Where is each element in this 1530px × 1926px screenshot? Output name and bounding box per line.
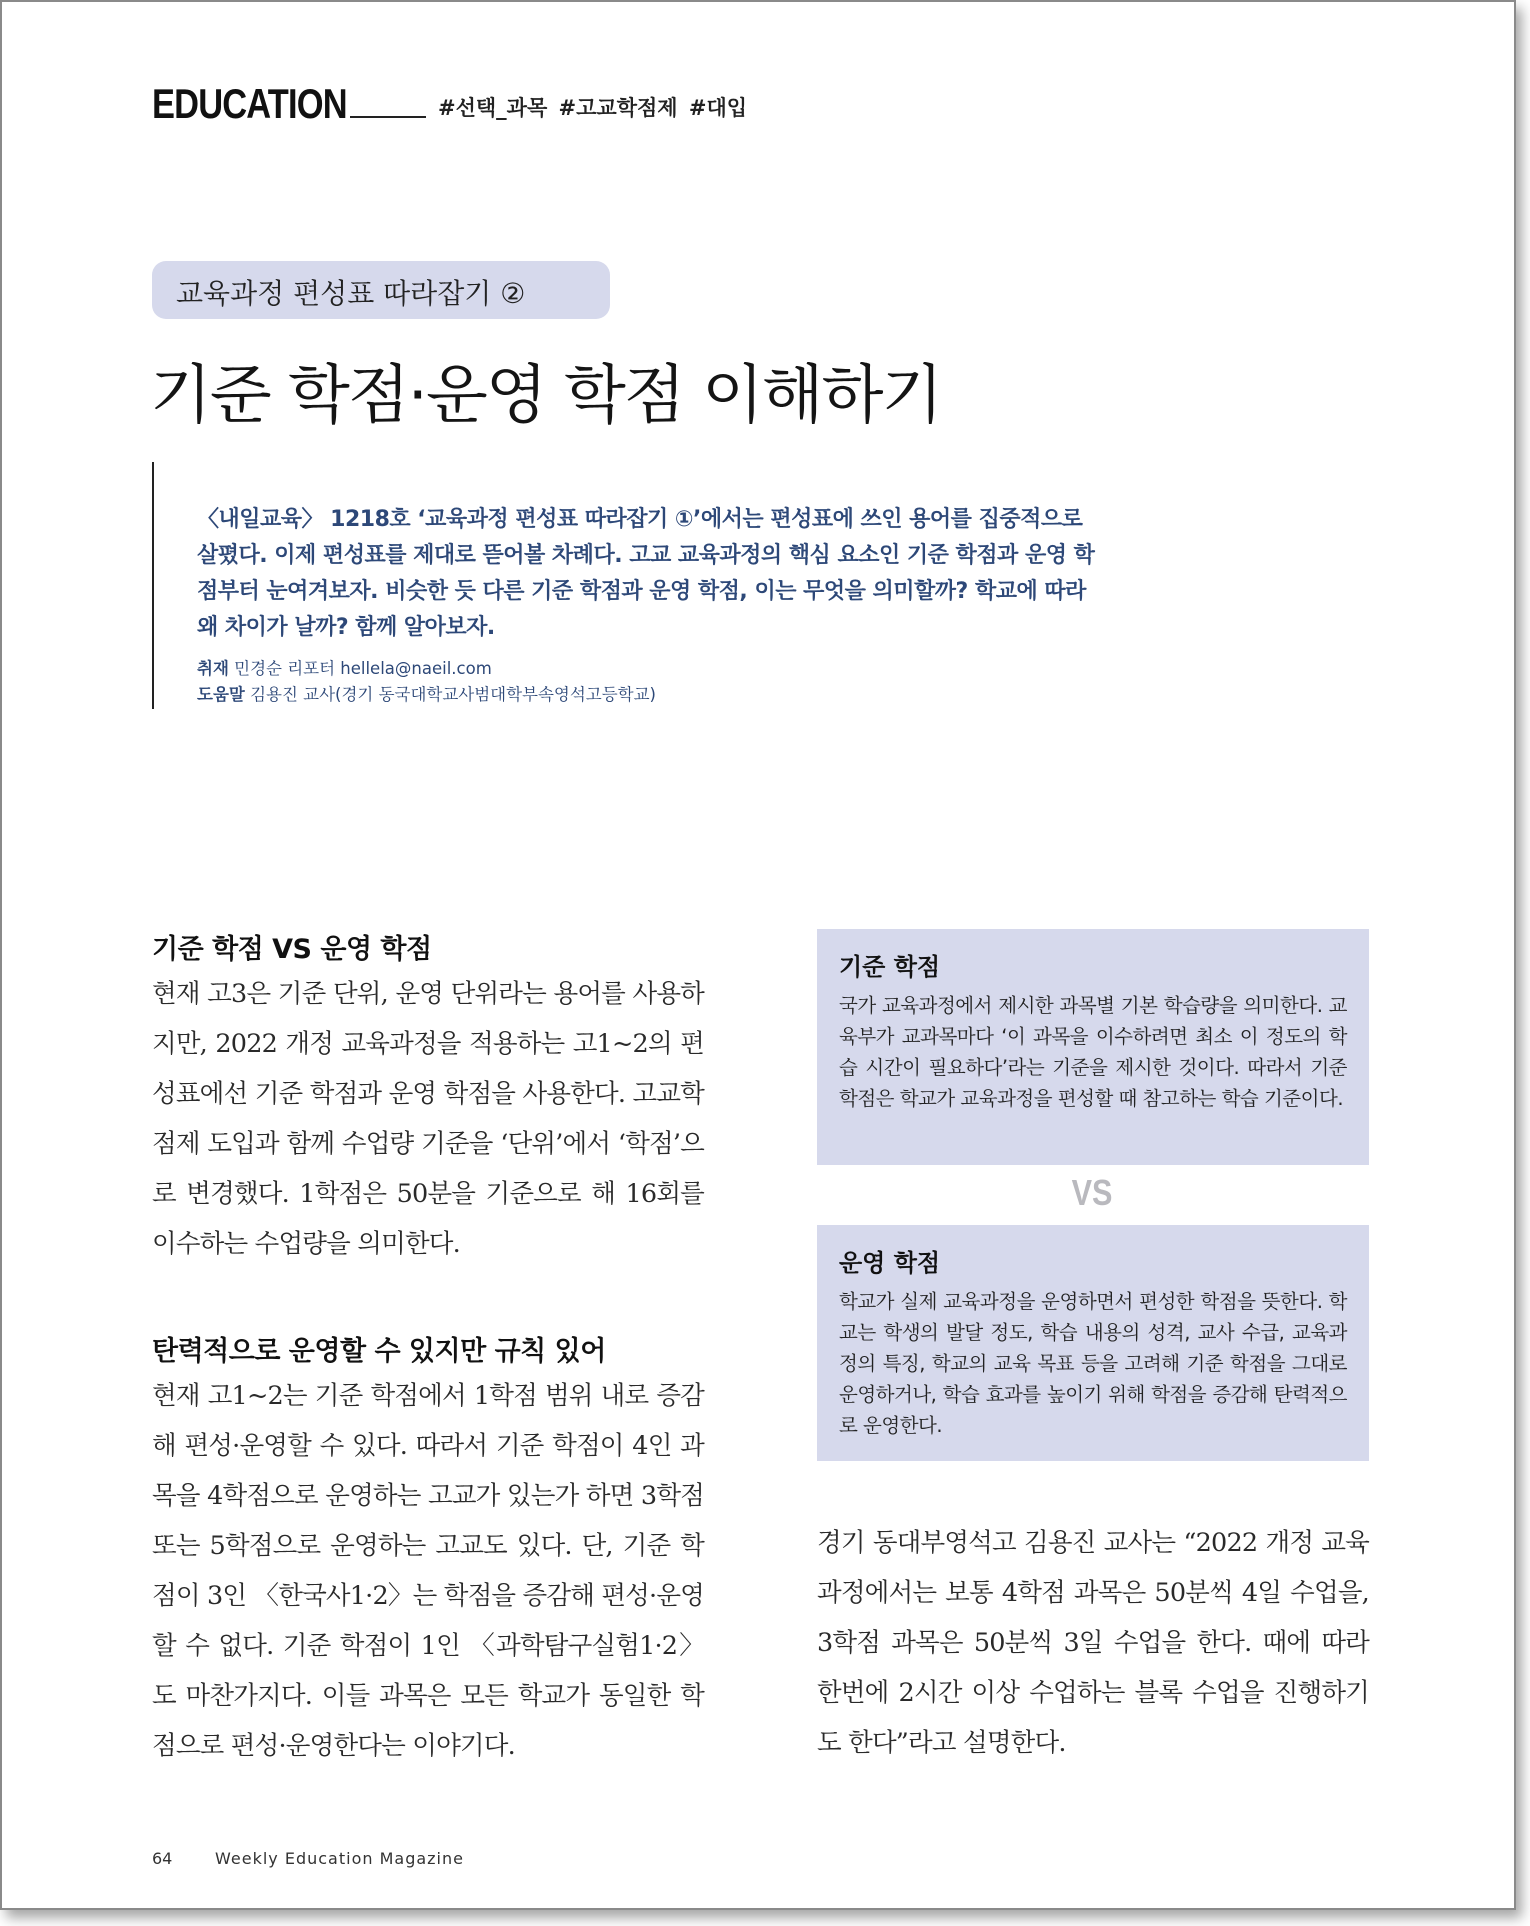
vs-mark: VS	[1071, 1172, 1113, 1213]
definition-body: 학교가 실제 교육과정을 운영하면서 편성한 학점을 뜻한다. 학교는 학생의 발달 정도, 학습 내용의 성격, 교사 수급, 교육과정의 특징, 학교의 교육 목표 등을 고려해 기준 학점을 그대로 운영하거나, 학습 효과를 높이기 위해 학점을 증감해 탄력적으로 운영한다.	[839, 1290, 1347, 1437]
credit-reporter-label: 취재	[197, 659, 229, 678]
section-label: EDUCATION	[152, 80, 347, 127]
section-body: 현재 고1~2는 기준 학점에서 1학점 범위 내로 증감해 편성·운영할 수 있다. 따라서 기준 학점이 4인 과목을 4학점으로 운영하는 고교가 있는가 하면 3학점 또는 5학점으로 운영하는 고교도 있다. 단, 기준 학점이 3인 〈한국사1·2〉는 학점을 증감해 편성·운영할 수 없다. 기준 학점이 1인 〈과학탐구실험1·2〉도 마찬가지다. 이들 과목은 모든 학교가 동일한 학점으로 편성·운영한다는 이야기다.	[152, 1381, 704, 1761]
magazine-name: Weekly Education Magazine	[215, 1849, 464, 1868]
page-number: 64	[152, 1849, 173, 1868]
definition-box	[817, 1225, 1369, 1461]
section-body: 현재 고3은 기준 단위, 운영 단위라는 용어를 사용하지만, 2022 개정 교육과정을 적용하는 고1~2의 편성표에선 기준 학점과 운영 학점을 사용한다. 고교학점제 도입과 함께 수업량 기준을 ‘단위’에서 ‘학점’으로 변경했다. 1학점은 50분을 기준으로 해 16회를 이수하는 수업량을 의미한다.	[152, 979, 704, 1259]
definition-title: 운영 학점	[839, 1249, 941, 1277]
credits	[197, 656, 656, 708]
credit-advisor-value: 김용진 교사(경기 동국대학교사범대학부속영석고등학교)	[250, 685, 656, 704]
credit-advisor	[197, 682, 656, 708]
lead-paragraph: 〈내일교육〉 1218호 ‘교육과정 편성표 따라잡기 ①’에서는 편성표에 쓰인 용어를 집중적으로 살폈다. 이제 편성표를 제대로 뜯어볼 차례다. 고교 교육과정의 핵심 요소인 기준 학점과 운영 학점부터 눈여겨보자. 비슷한 듯 다른 기준 학점과 운영 학점, 이는 무엇을 의미할까? 학교에 따라 왜 차이가 날까? 함께 알아보자.	[197, 507, 1095, 640]
section-heading: 탄력적으로 운영할 수 있지만 규칙 있어	[152, 1336, 606, 1367]
credit-reporter	[197, 656, 656, 682]
hashtags: #선택_과목 #고교학점제 #대입	[438, 96, 748, 120]
definition-box	[817, 929, 1369, 1165]
series-badge	[152, 261, 610, 319]
credit-reporter-value: 민경순 리포터 hellela@naeil.com	[234, 659, 492, 678]
credit-advisor-label: 도움말	[197, 685, 245, 704]
series-label: 교육과정 편성표 따라잡기 ②	[176, 277, 526, 310]
section-rule	[350, 116, 426, 118]
article-title: 기준 학점·운영 학점 이해하기	[150, 359, 942, 433]
definition-body: 국가 교육과정에서 제시한 과목별 기본 학습량을 의미한다. 교육부가 교과목마다 ‘이 과목을 이수하려면 최소 이 정도의 학습 시간이 필요하다’라는 기준을 제시한 것이다. 따라서 기준 학점은 학교가 교육과정을 편성할 때 참고하는 학습 기준이다.	[839, 994, 1347, 1110]
lead-divider	[152, 462, 154, 709]
section-heading: 기준 학점 VS 운영 학점	[152, 934, 432, 965]
quote-paragraph: 경기 동대부영석고 김용진 교사는 “2022 개정 교육과정에서는 보통 4학점 과목은 50분씩 4일 수업을, 3학점 과목은 50분씩 3일 수업을 한다. 때에 따라 한번에 2시간 이상 수업하는 블록 수업을 진행하기도 한다”라고 설명한다.	[817, 1528, 1369, 1758]
definition-title: 기준 학점	[839, 953, 941, 981]
